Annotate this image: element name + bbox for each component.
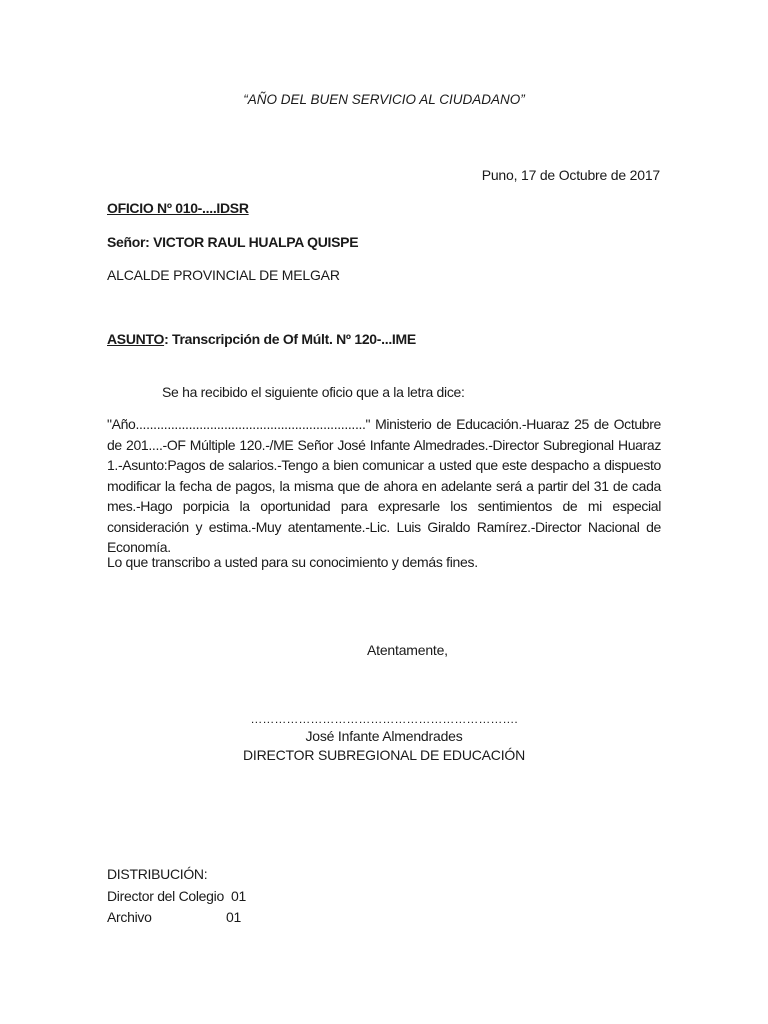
signer-title: DIRECTOR SUBREGIONAL DE EDUCACIÓN (243, 747, 525, 763)
closing-salutation: Atentamente, (367, 642, 448, 658)
recipient-name: Señor: VICTOR RAUL HUALPA QUISPE (107, 234, 359, 250)
recipient-title: ALCALDE PROVINCIAL DE MELGAR (107, 267, 340, 283)
closing-paragraph: Lo que transcribo a usted para su conocimiento y demás fines. (107, 554, 478, 570)
document-date: Puno, 17 de Octubre de 2017 (481, 167, 660, 183)
oficio-number: OFICIO Nº 010-....IDSR (107, 200, 249, 216)
signature-block (0, 713, 768, 765)
distribution-item-label: Director del Colegio (107, 887, 224, 904)
intro-paragraph: Se ha recibido el siguiente oficio que a la letra dice: (162, 384, 465, 400)
signer-name: José Infante Almendrades (305, 728, 463, 744)
distribution-block (107, 864, 246, 929)
year-motto: “AÑO DEL BUEN SERVICIO AL CIUDADANO” (243, 92, 525, 107)
subject-label: ASUNTO (107, 331, 165, 347)
distribution-heading: DISTRIBUCIÓN: (107, 866, 208, 882)
signature-line: …………………………………………………………. (250, 712, 518, 726)
subject-line (107, 331, 416, 347)
distribution-item-label: Archivo (107, 909, 152, 925)
distribution-item (107, 907, 241, 929)
distribution-item (107, 886, 246, 908)
subject-text: : Transcripción de Of Múlt. Nº 120-...IME (164, 331, 416, 347)
distribution-item-qty: 01 (226, 909, 241, 925)
distribution-item-qty: 01 (231, 887, 246, 904)
transcribed-body: "Año................................................................." Ministerio de Educación.-Huaraz 25 de Octubre de 201....-OF Múltiple 120.-/ME Señor José Infante Almedrades.-Director Subregional Huaraz 1.-Asunto:Pagos de salarios.-Tengo a bien comunicar a usted que este despacho a dispuesto modificar la fecha de pagos, la misma que de ahora en adelante será a partir del 31 de cada mes.-Hago porpicia la oportunidad para expresarle los sentimientos de mi especial consideración y estima.-Muy atentamente.-Lic. Luis Giraldo Ramírez.-Director Nacional de Economía. (107, 416, 661, 555)
